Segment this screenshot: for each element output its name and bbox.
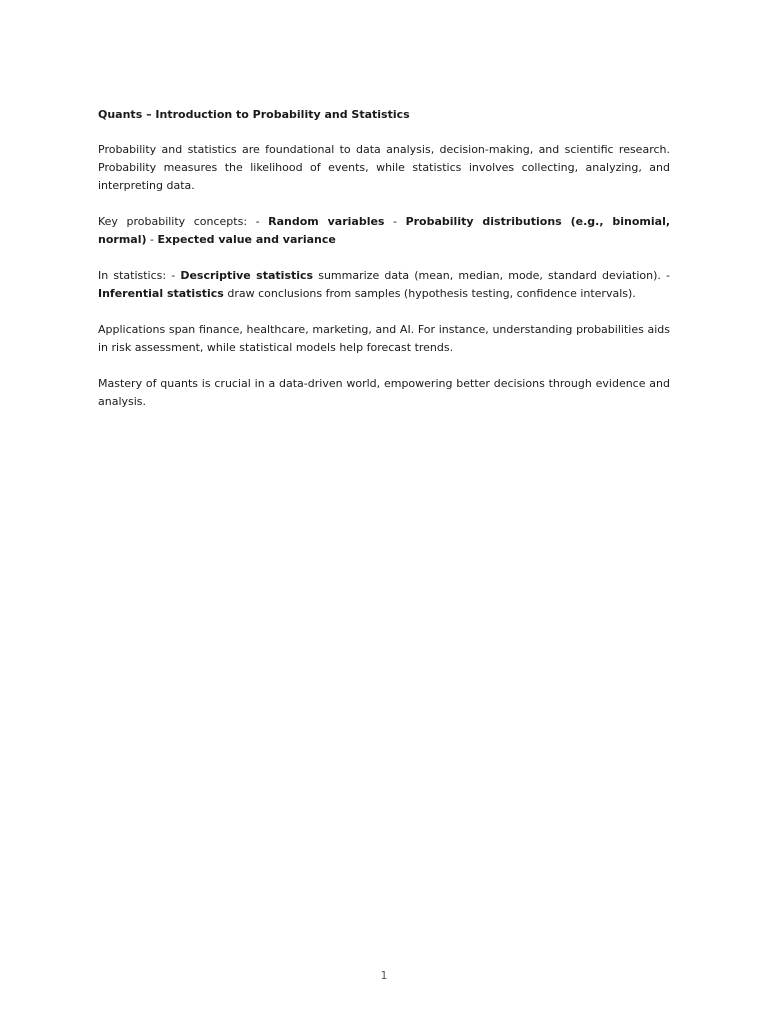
document-body — [98, 106, 670, 429]
concept-expected-value: Expected value and variance — [157, 233, 336, 246]
term-descriptive-statistics: Descriptive statistics — [180, 269, 314, 282]
concept-separator: - — [146, 233, 158, 246]
conclusion-paragraph: Mastery of quants is crucial in a data-driven world, empowering better decisions through evidence and analysis. — [98, 377, 670, 408]
page-number: 1 — [380, 969, 388, 982]
applications-paragraph: Applications span finance, healthcare, marketing, and AI. For instance, understanding probabilities aids in risk assessment, while statistical models help forecast trends. — [98, 323, 670, 354]
document-title: Quants – Introduction to Probability and Statistics — [98, 108, 410, 121]
key-concepts-paragraph — [98, 213, 670, 249]
concept-separator: - — [384, 215, 406, 228]
statistics-lead: In statistics: - — [98, 269, 181, 282]
inferential-statistics-text: draw conclusions from samples (hypothesis testing, confidence intervals). — [223, 287, 636, 300]
key-concepts-lead: Key probability concepts: - — [98, 215, 269, 228]
term-inferential-statistics: Inferential statistics — [98, 287, 224, 300]
concept-random-variables: Random variables — [268, 215, 385, 228]
intro-paragraph: Probability and statistics are foundational to data analysis, decision-making, and scientific research. Probability measures the likelihood of events, while statistics involves collecting, analyzing, and interpreting data. — [98, 143, 670, 192]
descriptive-statistics-text: summarize data (mean, median, mode, standard deviation). - — [313, 269, 671, 282]
concept-probability-distributions: Probability distributions (e.g., binomial, normal) — [98, 215, 671, 246]
statistics-paragraph — [98, 267, 670, 303]
